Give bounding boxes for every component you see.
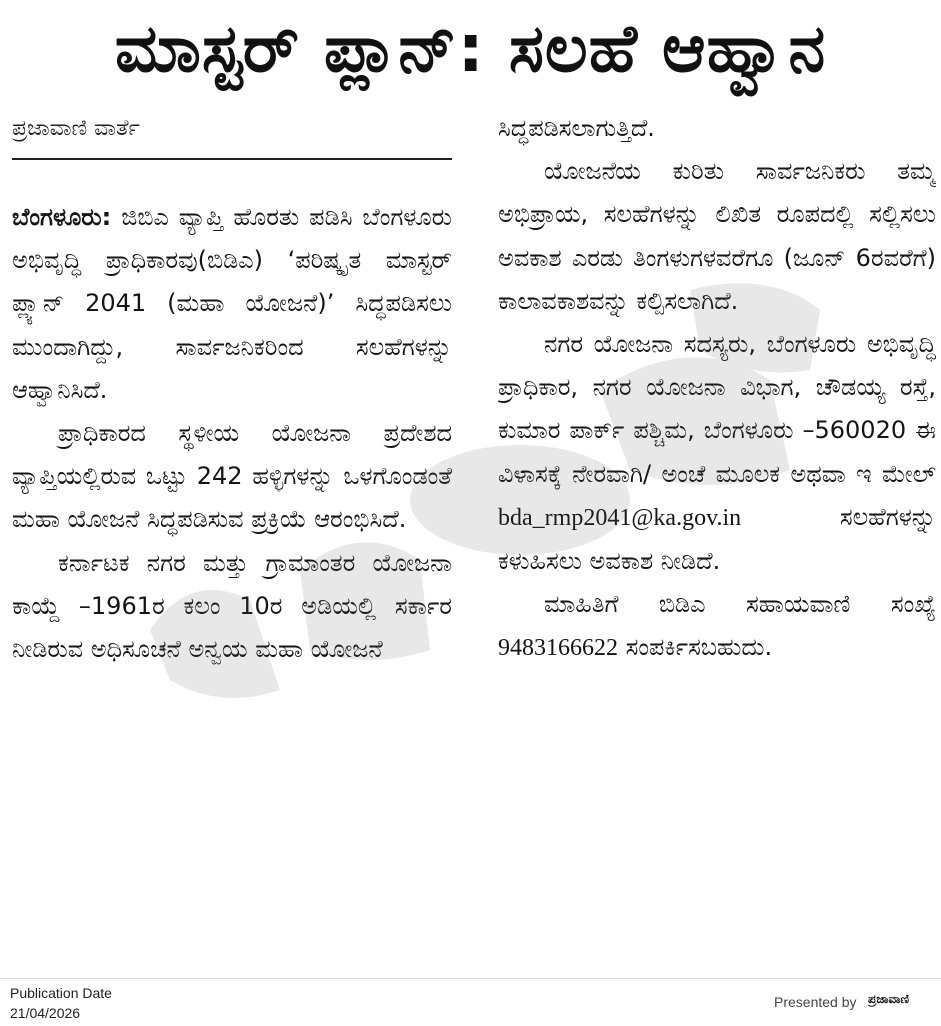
brand-logo[interactable]: ಪ್ರಜಾವಾಣಿ: [868, 992, 909, 1006]
helpline-number: 9483166622: [498, 635, 618, 662]
presented-by-label: Presented by: [774, 994, 857, 1010]
dateline: ಬೆಂಗಳೂರು:: [12, 203, 112, 231]
paragraph-6: [498, 323, 936, 583]
footer-divider: [0, 978, 941, 979]
paragraph-6-suffix: ಸಲಹೆಗಳನ್ನು ಕಳುಹಿಸಲು ಅವಕಾಶ ನೀಡಿದೆ.: [498, 502, 936, 576]
byline-divider: [12, 158, 452, 160]
email-address[interactable]: bda_rmp2041@ka.gov.in: [498, 504, 742, 531]
byline: ಪ್ರಜಾವಾಣಿ ವಾರ್ತೆ: [12, 116, 140, 141]
article-right-column: [498, 107, 936, 973]
paragraph-7: [498, 583, 936, 670]
paragraph-1: [12, 196, 452, 412]
paragraph-7-suffix: ಸಂಪರ್ಕಿಸಬಹುದು.: [625, 633, 773, 662]
headline: ಮಾಸ್ಟರ್ ಪ್ಲಾನ್: ಸಲಹೆ ಆಹ್ವಾನ: [114, 10, 827, 87]
paragraph-5: ಯೋಜನೆಯ ಕುರಿತು ಸಾರ್ವಜನಿಕರು ತಮ್ಮ ಅಭಿಪ್ರಾಯ, ಸಲಹೆಗಳನ್ನು ಲಿಖಿತ ರೂಪದಲ್ಲಿ ಸಲ್ಲಿಸಲು ಅವಕಾಶ ಎರಡು ತಿಂಗಳುಗಳವರೆಗೂ (ಜೂನ್ 6ರವರೆಗೆ) ಕಾಲಾವಕಾಶವನ್ನು ಕಲ್ಪಿಸಲಾಗಿದೆ.: [498, 157, 936, 315]
publication-date-label: Publication Date: [10, 985, 112, 1001]
helpline-text: ಮಾಹಿತಿಗೆ ಬಿಡಿಎ ಸಹಾಯವಾಣಿ ಸಂಖ್ಯೆ: [544, 590, 936, 619]
article-left-column: [12, 196, 452, 973]
address-text: ನಗರ ಯೋಜನಾ ಸದಸ್ಯರು, ಬೆಂಗಳೂರು ಅಭಿವೃದ್ಧಿ ಪ್ರಾಧಿಕಾರ, ನಗರ ಯೋಜನಾ ವಿಭಾಗ, ಚೌಡಯ್ಯ ರಸ್ತೆ, ಕುಮಾರ ಪಾರ್ಕ್ ಪಶ್ಚಿಮ, ಬೆಂಗಳೂರು –560020 ಈ ವಿಳಾಸಕ್ಕೆ ನೇರವಾಗಿ/ ಅಂಚೆ ಮೂಲಕ ಅಥವಾ ಇ ಮೇಲ್: [498, 330, 936, 488]
paragraph-3: ಕರ್ನಾಟಕ ನಗರ ಮತ್ತು ಗ್ರಾಮಾಂತರ ಯೋಜನಾ ಕಾಯ್ದೆ –1961ರ ಕಲಂ 10ರ ಅಡಿಯಲ್ಲಿ ಸರ್ಕಾರ ನೀಡಿರುವ ಅಧಿಸೂಚನೆ ಅನ್ವಯ ಮಹಾ ಯೋಜನೆ: [12, 548, 452, 664]
publication-date: 21/04/2026: [10, 1005, 81, 1021]
paragraph-1-text: ಜಿಬಿಎ ವ್ಯಾಪ್ತಿ ಹೊರತು ಪಡಿಸಿ ಬೆಂಗಳೂರು ಅಭಿವೃದ್ಧಿ ಪ್ರಾಧಿಕಾರವು(ಬಿಡಿಎ) ‘ಪರಿಷ್ಕೃತ ಮಾಸ್ಟರ್ ಪ್ಲ್ಯಾನ್ 2041 (ಮಹಾ ಯೋಜನೆ)’ ಸಿದ್ಧಪಡಿಸಲು ಮುಂದಾಗಿದ್ದು, ಸಾರ್ವಜನಿಕರಿಂದ ಸಲಹೆಗಳನ್ನು ಆಹ್ವಾನಿಸಿದೆ.: [12, 203, 452, 404]
paragraph-4: ಸಿದ್ಧಪಡಿಸಲಾಗುತ್ತಿದೆ.: [498, 114, 655, 142]
paragraph-2: ಪ್ರಾಧಿಕಾರದ ಸ್ಥಳೀಯ ಯೋಜನಾ ಪ್ರದೇಶದ ವ್ಯಾಪ್ತಿಯಲ್ಲಿರುವ ಒಟ್ಟು 242 ಹಳ್ಳಿಗಳನ್ನು ಒಳಗೊಂಡಂತೆ ಮಹಾ ಯೋಜನೆ ಸಿದ್ಧಪಡಿಸುವ ಪ್ರಕ್ರಿಯೆ ಆರಂಭಿಸಿದೆ.: [12, 419, 452, 534]
